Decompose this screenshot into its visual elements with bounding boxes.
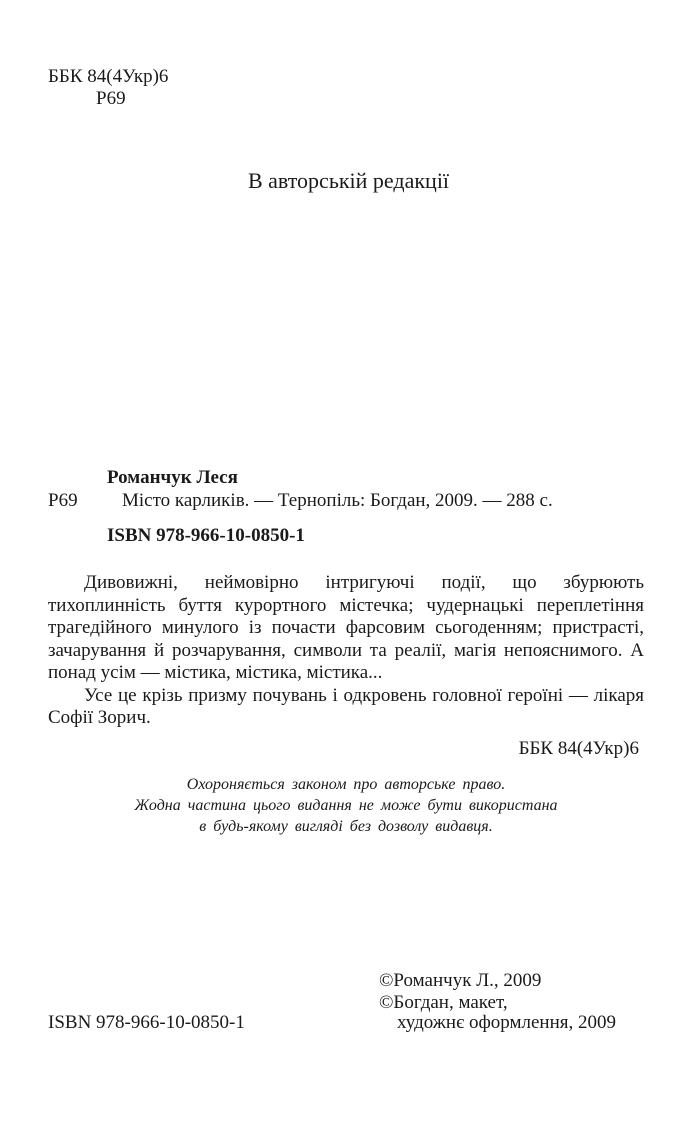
footer-isbn: ISBN 978-966-10-0850-1 bbox=[48, 1012, 245, 1033]
author-code: Р69 bbox=[96, 88, 126, 109]
catalog-author-code: Р69 bbox=[48, 490, 78, 511]
copyright-notice-line: Жодна частина цього видання не може бути використана bbox=[134, 797, 558, 814]
annotation-bbk: ББК 84(4Укр)6 bbox=[518, 738, 639, 759]
copyright-notice bbox=[48, 774, 644, 837]
bbk-index: ББК 84(4Укр)6 bbox=[48, 66, 169, 87]
annotation-paragraph: Дивовижні, неймовірно інтригуючі події, що збурюють тихоплинність буття курортного містечка; чудернацькі переплетіння трагедійного минулого із почасти фарсовим сьогоденням; пристрасті, зачарування й розчарування, символи та реалії, магія непояснимого. А понад усім — містика, містика, містика... bbox=[48, 572, 644, 683]
copyright-publisher-line-2: художнє оформлення, 2009 bbox=[397, 1012, 617, 1033]
catalog-author: Романчук Леся bbox=[107, 467, 238, 488]
copyright-author: ©Романчук Л., 2009 bbox=[379, 970, 542, 991]
annotation bbox=[48, 572, 644, 730]
edition-note: В авторській редакції bbox=[247, 168, 450, 193]
annotation-paragraph: Усе це крізь призму почувань і одкровень головної героїні — лікаря Софії Зорич. bbox=[48, 684, 644, 728]
catalog-description: Місто карликів. — Тернопіль: Богдан, 2009. — 288 с. bbox=[122, 490, 553, 511]
copyright-notice-line: Охороняється законом про авторське право. bbox=[186, 776, 506, 793]
catalog-isbn: ISBN 978-966-10-0850-1 bbox=[107, 525, 305, 546]
copyright-notice-line: в будь-якому вигляді без дозволу видавця. bbox=[199, 818, 493, 835]
copyright-publisher-line-1: ©Богдан, макет, bbox=[379, 992, 508, 1013]
